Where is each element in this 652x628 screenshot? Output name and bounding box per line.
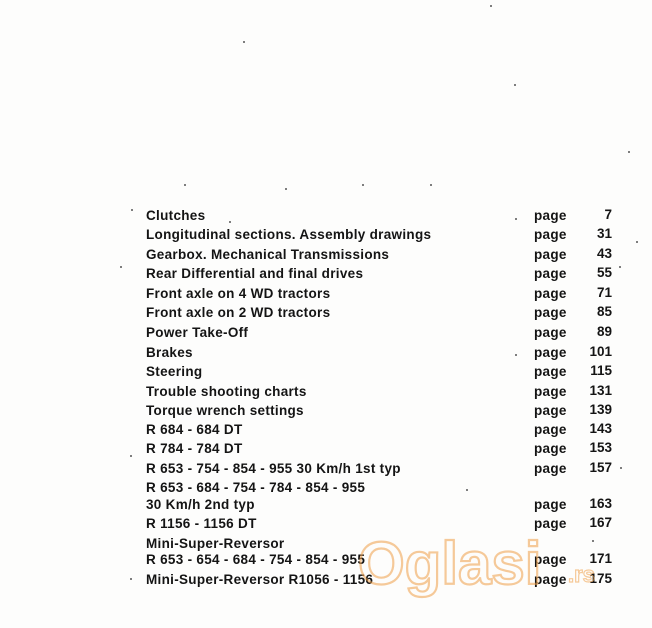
scan-speck [184, 184, 186, 186]
toc-page-word: page [534, 247, 567, 262]
toc-page-number: 157 [589, 460, 612, 475]
toc-page-number: 175 [589, 571, 612, 586]
scan-speck [619, 266, 621, 268]
toc-title: Mini-Super-Reversor R1056 - 1156 [146, 572, 374, 587]
toc-page-number: 139 [589, 402, 612, 417]
toc-title: Torque wrench settings [146, 403, 304, 418]
toc-title: R 1156 - 1156 DT [146, 516, 257, 531]
toc-page-number: 71 [596, 285, 612, 300]
toc-page-word: page [534, 364, 567, 379]
toc-page-word: page [534, 384, 567, 399]
toc-title: R 784 - 784 DT [146, 441, 243, 456]
scan-speck [130, 578, 132, 580]
toc-title: Trouble shooting charts [146, 384, 307, 399]
scan-speck [620, 467, 622, 469]
toc-page-number: 85 [596, 304, 612, 319]
watermark-graphic [356, 520, 626, 600]
toc-page-number: 131 [589, 383, 612, 398]
watermark-suffix: .rs [568, 562, 595, 587]
toc-page-number: 89 [596, 324, 612, 339]
toc-page-word: page [534, 286, 567, 301]
toc-page-word: page [534, 208, 567, 223]
toc-page-number: 101 [589, 344, 612, 359]
toc-title: Clutches [146, 208, 206, 223]
toc-page-number: 115 [590, 363, 612, 378]
toc-page-word: page [534, 497, 567, 512]
toc-title: Front axle on 4 WD tractors [146, 286, 331, 301]
toc-page-word: page [534, 227, 567, 242]
oglasi-watermark-logo [356, 520, 626, 600]
scan-speck [514, 84, 516, 86]
toc-title: R 684 - 684 DT [146, 422, 243, 437]
toc-title: Longitudinal sections. Assembly drawings [146, 227, 432, 242]
toc-title: Brakes [146, 345, 193, 360]
toc-page-number: 31 [596, 226, 612, 241]
toc-page-number: 153 [589, 440, 612, 455]
scan-speck [243, 41, 245, 43]
scan-speck [430, 184, 432, 186]
toc-page-number: 167 [589, 515, 612, 530]
toc-title: R 653 - 654 - 684 - 754 - 854 - 955 [146, 552, 366, 567]
watermark-text: Oglasi [358, 530, 542, 597]
toc-page-word: page [534, 345, 567, 360]
toc-page-number: 7 [604, 207, 612, 222]
toc-page-word: page [534, 552, 567, 567]
toc-page-number: 43 [596, 246, 612, 261]
toc-page-word: page [534, 422, 567, 437]
scan-speck [285, 188, 287, 190]
toc-page-word: page [534, 516, 567, 531]
toc-page-word: page [534, 441, 567, 456]
toc-page-word: page [534, 325, 567, 340]
scan-speck [362, 184, 364, 186]
toc-title: 30 Km/h 2nd typ [146, 497, 255, 512]
toc-title: R 653 - 754 - 854 - 955 30 Km/h 1st typ [146, 461, 401, 476]
scan-speck [131, 209, 133, 211]
toc-page-word: page [534, 572, 567, 587]
toc-page-word: page [534, 403, 567, 418]
toc-title: Rear Differential and final drives [146, 266, 364, 281]
toc-title: Mini-Super-Reversor [146, 536, 285, 551]
scan-speck [130, 455, 132, 457]
scan-speck [628, 151, 630, 153]
toc-title: Steering [146, 364, 203, 379]
scan-speck [466, 489, 468, 491]
scan-speck [515, 354, 517, 356]
toc-page-number: 55 [596, 265, 612, 280]
scan-speck [636, 241, 638, 243]
scan-speck [490, 5, 492, 7]
toc-page-number: 163 [589, 496, 612, 511]
toc-title: R 653 - 684 - 754 - 784 - 854 - 955 [146, 480, 366, 495]
toc-page-word: page [534, 461, 567, 476]
toc-page-word: page [534, 266, 567, 281]
toc-page-number: 171 [589, 551, 612, 566]
scan-speck [120, 266, 122, 268]
toc-title: Front axle on 2 WD tractors [146, 305, 331, 320]
scan-speck [229, 221, 231, 223]
toc-title: Gearbox. Mechanical Transmissions [146, 247, 390, 262]
scan-speck [515, 218, 517, 220]
toc-title: Power Take-Off [146, 325, 249, 340]
toc-page-word: page [534, 305, 567, 320]
toc-page-number: 143 [589, 421, 612, 436]
